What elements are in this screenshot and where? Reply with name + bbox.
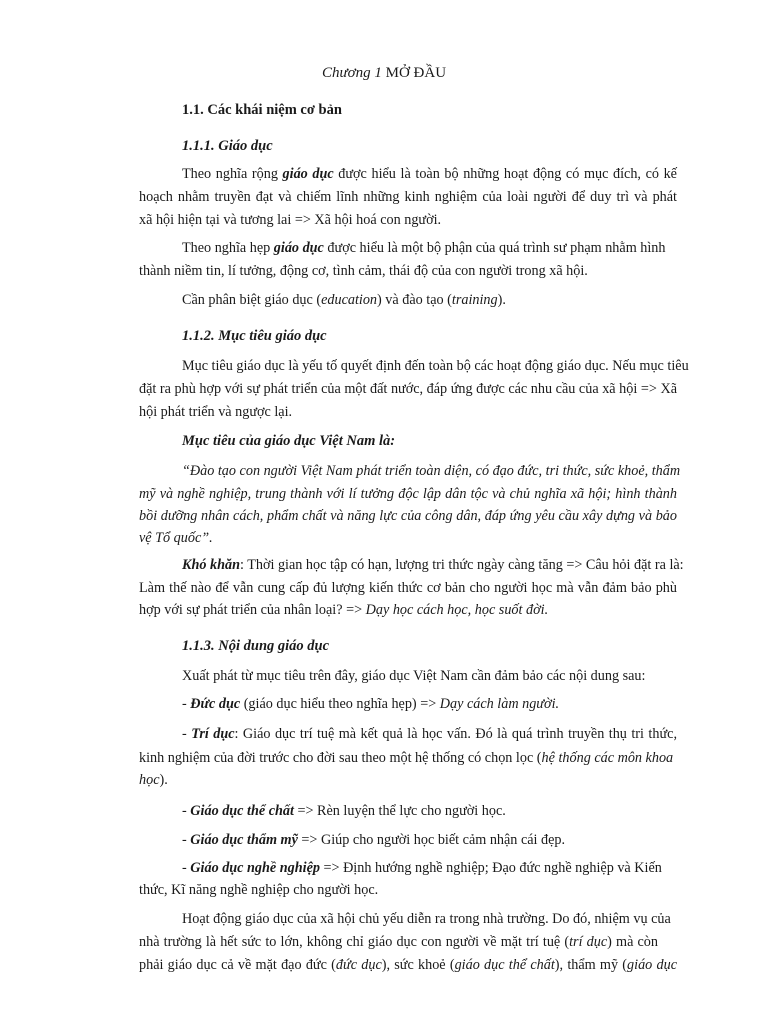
- quote-line: vệ Tổ quốc”.: [139, 530, 213, 546]
- paragraph-line: hợp với sự phát triển của nhân loại? => Dạy học cách học, học suốt đời.: [139, 602, 549, 618]
- list-item: - Trí dục: Giáo dục trí tuệ mà kết quả là học vấn. Đó là quá trình truyền thụ tri thức,: [182, 726, 677, 742]
- list-item-line: thức, Kĩ năng nghề nghiệp cho người học.: [139, 882, 379, 898]
- list-item: - Giáo dục nghề nghiệp => Định hướng nghề nghiệp; Đạo đức nghề nghiệp và Kiến: [182, 860, 662, 876]
- paragraph-line: Khó khăn: Thời gian học tập có hạn, lượng tri thức ngày càng tăng => Câu hỏi đặt ra là:: [182, 557, 684, 573]
- chapter-title: [0, 62, 768, 84]
- paragraph-line: phải giáo dục cả về mặt đạo đức (đức dục), sức khoẻ (giáo dục thể chất), thẩm mỹ (giáo dục: [139, 957, 677, 973]
- paragraph-line: hoạch nhằm truyền đạt và chiếm lĩnh những kinh nghiệm của loài người để duy trì và phát: [139, 189, 677, 205]
- paragraph-line: hội phát triển và ngược lại.: [139, 404, 293, 420]
- section-heading-1-1-2: 1.1.2. Mục tiêu giáo dục: [182, 328, 327, 344]
- section-heading-1-1-1: 1.1.1. Giáo dục: [182, 138, 273, 154]
- paragraph-line: Làm thế nào để vẫn cung cấp đủ lượng kiến thức cơ bản cho người học mà vẫn đảm bảo phù: [139, 580, 677, 596]
- chapter-name: MỞ ĐẦU: [385, 65, 447, 81]
- list-item-line: kinh nghiệm của đời trước cho đời sau theo một hệ thống có chọn lọc (hệ thống các môn khoa: [139, 750, 674, 766]
- list-item: - Đức dục (giáo dục hiểu theo nghĩa hẹp) => Dạy cách làm người.: [182, 696, 560, 712]
- paragraph-line: Theo nghĩa hẹp giáo dục được hiểu là một bộ phận của quá trình sư phạm nhằm hình: [182, 240, 666, 256]
- paragraph-line: Theo nghĩa rộng giáo dục được hiểu là toàn bộ những hoạt động có mục đích, có kế: [182, 166, 677, 182]
- quote-line: bồi dưỡng nhân cách, phẩm chất và năng lực của công dân, đáp ứng yêu cầu xây dựng và bảo: [139, 508, 677, 524]
- section-heading-1-1: 1.1. Các khái niệm cơ bản: [182, 102, 342, 118]
- paragraph-line: đặt ra phù hợp với sự phát triển của một đất nước, đáp ứng được các nhu cầu của xã hội => Xã: [139, 381, 677, 397]
- paragraph-line: thành niềm tin, lí tưởng, động cơ, tình cảm, thái độ của con người trong xã hội.: [139, 263, 588, 279]
- list-item: - Giáo dục thể chất => Rèn luyện thể lực cho người học.: [182, 803, 506, 819]
- list-item: - Giáo dục thẩm mỹ => Giúp cho người học biết cảm nhận cái đẹp.: [182, 832, 566, 848]
- paragraph-line: Cần phân biệt giáo dục (education) và đào tạo (training).: [182, 292, 506, 308]
- goal-heading: Mục tiêu của giáo dục Việt Nam là:: [182, 433, 396, 449]
- section-heading-1-1-3: 1.1.3. Nội dung giáo dục: [182, 638, 330, 654]
- paragraph-line: Mục tiêu giáo dục là yếu tố quyết định đến toàn bộ các hoạt động giáo dục. Nếu mục tiêu: [182, 358, 689, 374]
- list-item-line: học).: [139, 772, 168, 788]
- chapter-number: Chương 1: [321, 65, 382, 81]
- paragraph-line: nhà trường là hết sức to lớn, không chỉ giáo dục con người về mặt trí tuệ (trí dục) mà còn: [139, 934, 658, 950]
- paragraph-line: xã hội hiện tại và tương lai => Xã hội hoá con người.: [139, 212, 442, 228]
- paragraph-line: Hoạt động giáo dục của xã hội chủ yếu diễn ra trong nhà trường. Do đó, nhiệm vụ của: [182, 911, 671, 927]
- quote-line: mỹ và nghề nghiệp, trung thành với lí tưởng độc lập dân tộc và chủ nghĩa xã hội; hình thành: [139, 486, 677, 502]
- quote-line: “Đào tạo con người Việt Nam phát triển toàn diện, có đạo đức, tri thức, sức khoẻ, thẩm: [182, 463, 681, 479]
- paragraph-line: Xuất phát từ mục tiêu trên đây, giáo dục Việt Nam cần đảm bảo các nội dung sau:: [182, 668, 646, 684]
